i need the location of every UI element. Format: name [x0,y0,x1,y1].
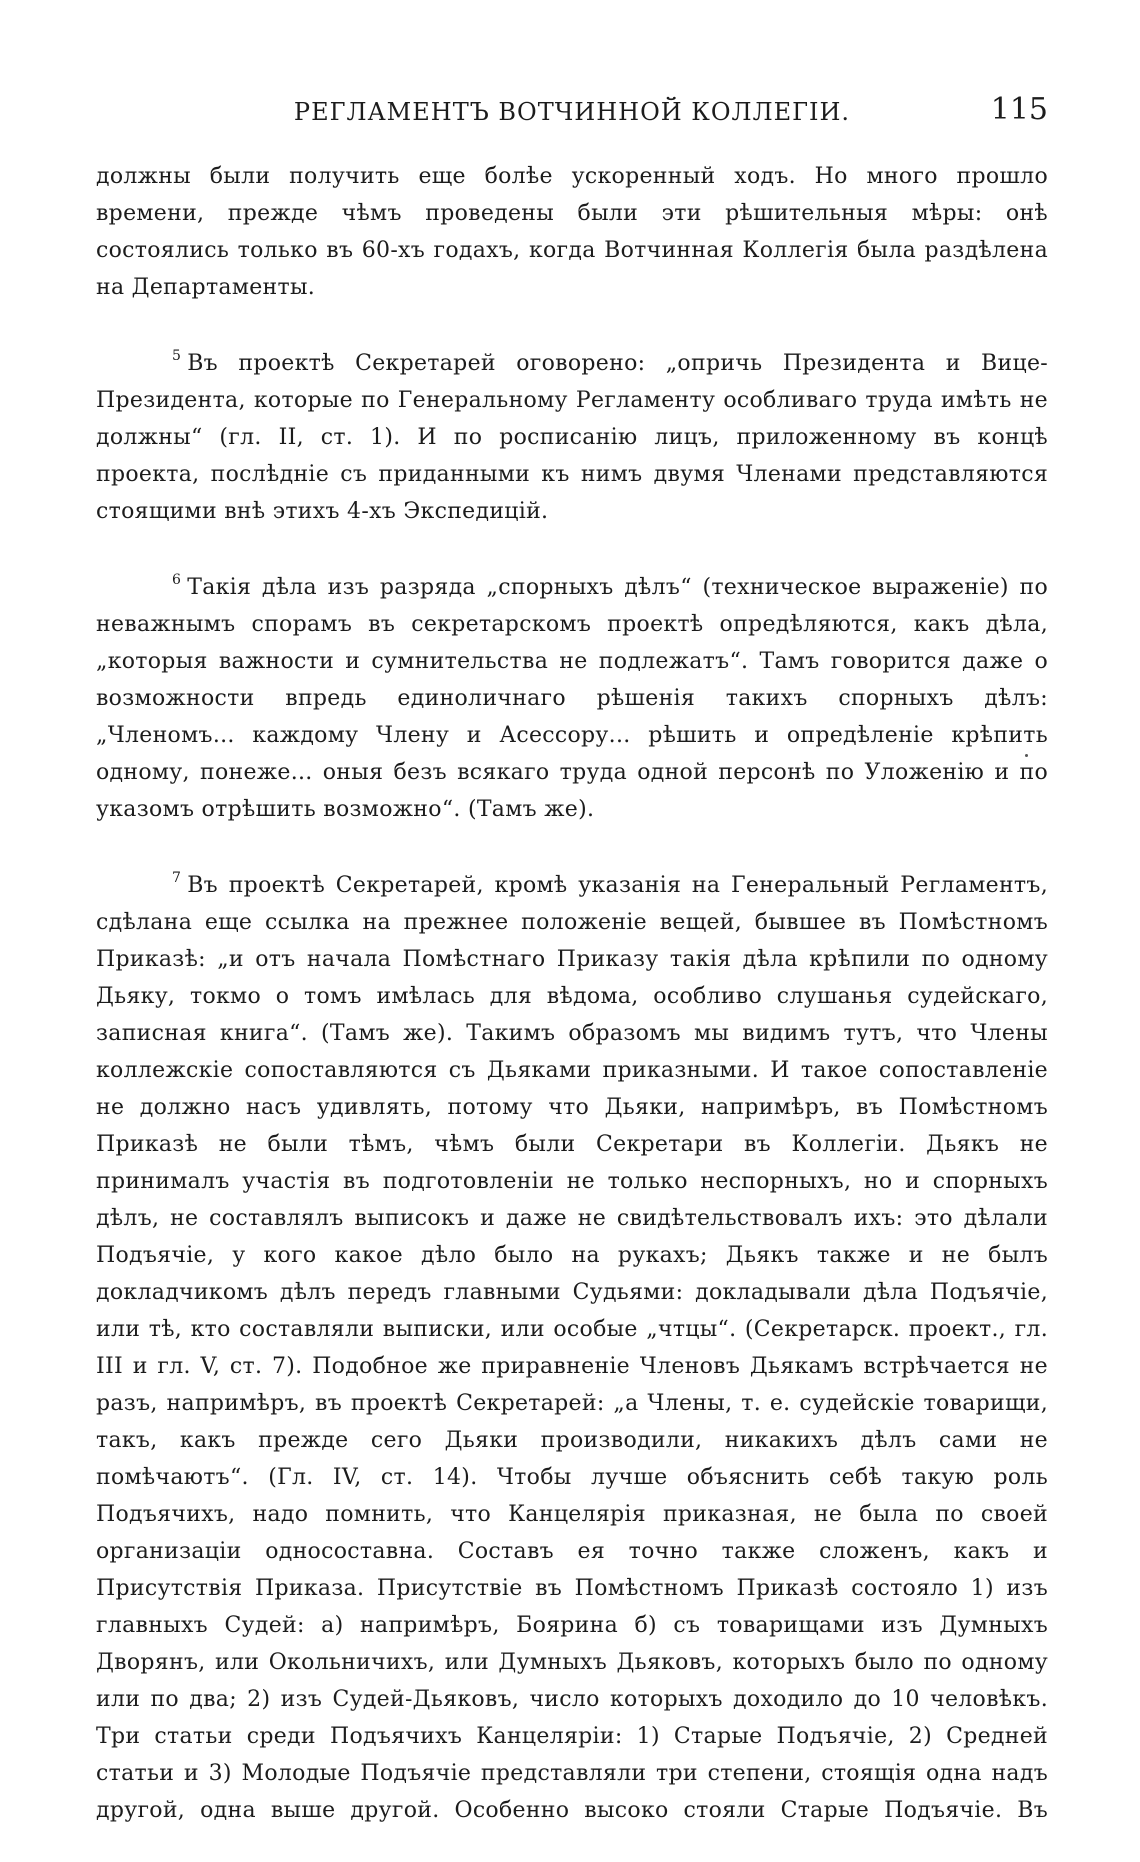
footnote-marker: 6 [172,572,182,588]
footnote-text: Въ проектѣ Секретарей оговорено: „опричь Президента и Вице-Президента, которые по Генеральному Регламенту особливаго труда имѣть не должны“ (гл. II, ст. 1). И по росписанію лицъ, приложенному въ концѣ проекта, послѣдніе съ приданными къ нимъ двумя Членами представляются стоящими внѣ этихъ 4-хъ Экспедицій. [96,351,1048,524]
footnote-7 [96,867,1048,1829]
page-header [96,92,1048,132]
paragraph-text: должны были получить еще болѣе ускоренный ходъ. Но много прошло времени, прежде чѣмъ проведены были эти рѣшительныя мѣры: онѣ состоялись только въ 60-хъ годахъ, когда Вотчинная Коллегія была раздѣлена на Департаменты. [96,164,1048,300]
paragraph-continuation [96,158,1048,306]
footnote-6 [96,569,1048,828]
footnote-text: Въ проектѣ Секретарей, кромѣ указанія на Генеральный Регламентъ, сдѣлана еще ссылка на прежнее положеніе вещей, бывшее въ Помѣстномъ Приказѣ: „и отъ начала Помѣстнаго Приказу такія дѣла крѣпили по одному Дьяку, токмо о томъ имѣлась для вѣдома, особливо слушанья судейскаго, записная книга“. (Тамъ же). Такимъ образомъ мы видимъ тутъ, что Члены коллежскіе сопоставляются съ Дьяками приказными. И такое сопоставленіе не должно насъ удивлять, потому что Дьяки, напримѣръ, въ Помѣстномъ Приказѣ не были тѣмъ, чѣмъ были Секретари въ Коллегіи. Дьякъ не принималъ участія въ подготовленіи не только неспорныхъ, но и спорныхъ дѣлъ, не составлялъ выписокъ и даже не свидѣтельствовалъ ихъ: это дѣлали Подъячіе, у кого какое дѣло было на рукахъ; Дьякъ также и не былъ докладчикомъ дѣлъ передъ главными Судьями: докладывали дѣла Подъячіе, или тѣ, кто составляли выписки, или особые „чтцы“. (Секретарск. проект., гл. III и гл. V, ст. 7). Подобное же приравненіе Членовъ Дьякамъ встрѣчается не разъ, напримѣръ, въ проектѣ Секретарей: „а Члены, т. е. судейскіе товарищи, такъ, какъ прежде сего Дьяки производили, никакихъ дѣлъ сами не помѣчаютъ“. (Гл. IV, ст. 14). Чтобы лучше объяснить себѣ такую роль Подъячихъ, надо помнить, что Канцелярія приказная, не была по своей организаціи односоставна. Составъ ея точно также сложенъ, какъ и Присутствія Приказа. Присутствіе въ Помѣстномъ Приказѣ состояло 1) изъ главныхъ Судей: а) напримѣръ, Боярина б) съ товарищами изъ Думныхъ Дворянъ, или Окольничихъ, или Думныхъ Дьяковъ, которыхъ было по одному или по два; 2) изъ Судей-Дьяковъ, число которыхъ доходило до 10 человѣкъ. Три статьи среди Подъячихъ Канцеляріи: 1) Старые Подъячіе, 2) Средней статьи и 3) Молодые Подъячіе представляли три степени, стоящія одна надъ другой, одна выше другой. Особенно высоко стояли Старые Подъячіе. Въ [96,873,1048,1823]
print-speck [1025,754,1028,757]
footnote-5 [96,345,1048,530]
page-body [96,158,1048,1829]
footnote-marker: 5 [172,348,182,364]
footnote-text: Такія дѣла изъ разряда „спорныхъ дѣлъ“ (техническое выраженіе) по неважнымъ спорамъ въ секретарскомъ проектѣ опредѣляются, какъ дѣла, „которыя важности и сумнительства не подлежатъ“. Тамъ говорится даже о возможности впредь единоличнаго рѣшенія такихъ спорныхъ дѣлъ: „Членомъ... каждому Члену и Асессору... рѣшить и опредѣленіе крѣпить одному, понеже... оныя безъ всякаго труда одной персонѣ по Уложенію и по указомъ отрѣшить возможно“. (Тамъ же). [96,575,1048,822]
page-number: 115 [990,92,1048,127]
footnote-marker: 7 [172,870,182,886]
running-title: РЕГЛАМЕНТЪ ВОТЧИННОЙ КОЛЛЕГІИ. [293,98,851,126]
